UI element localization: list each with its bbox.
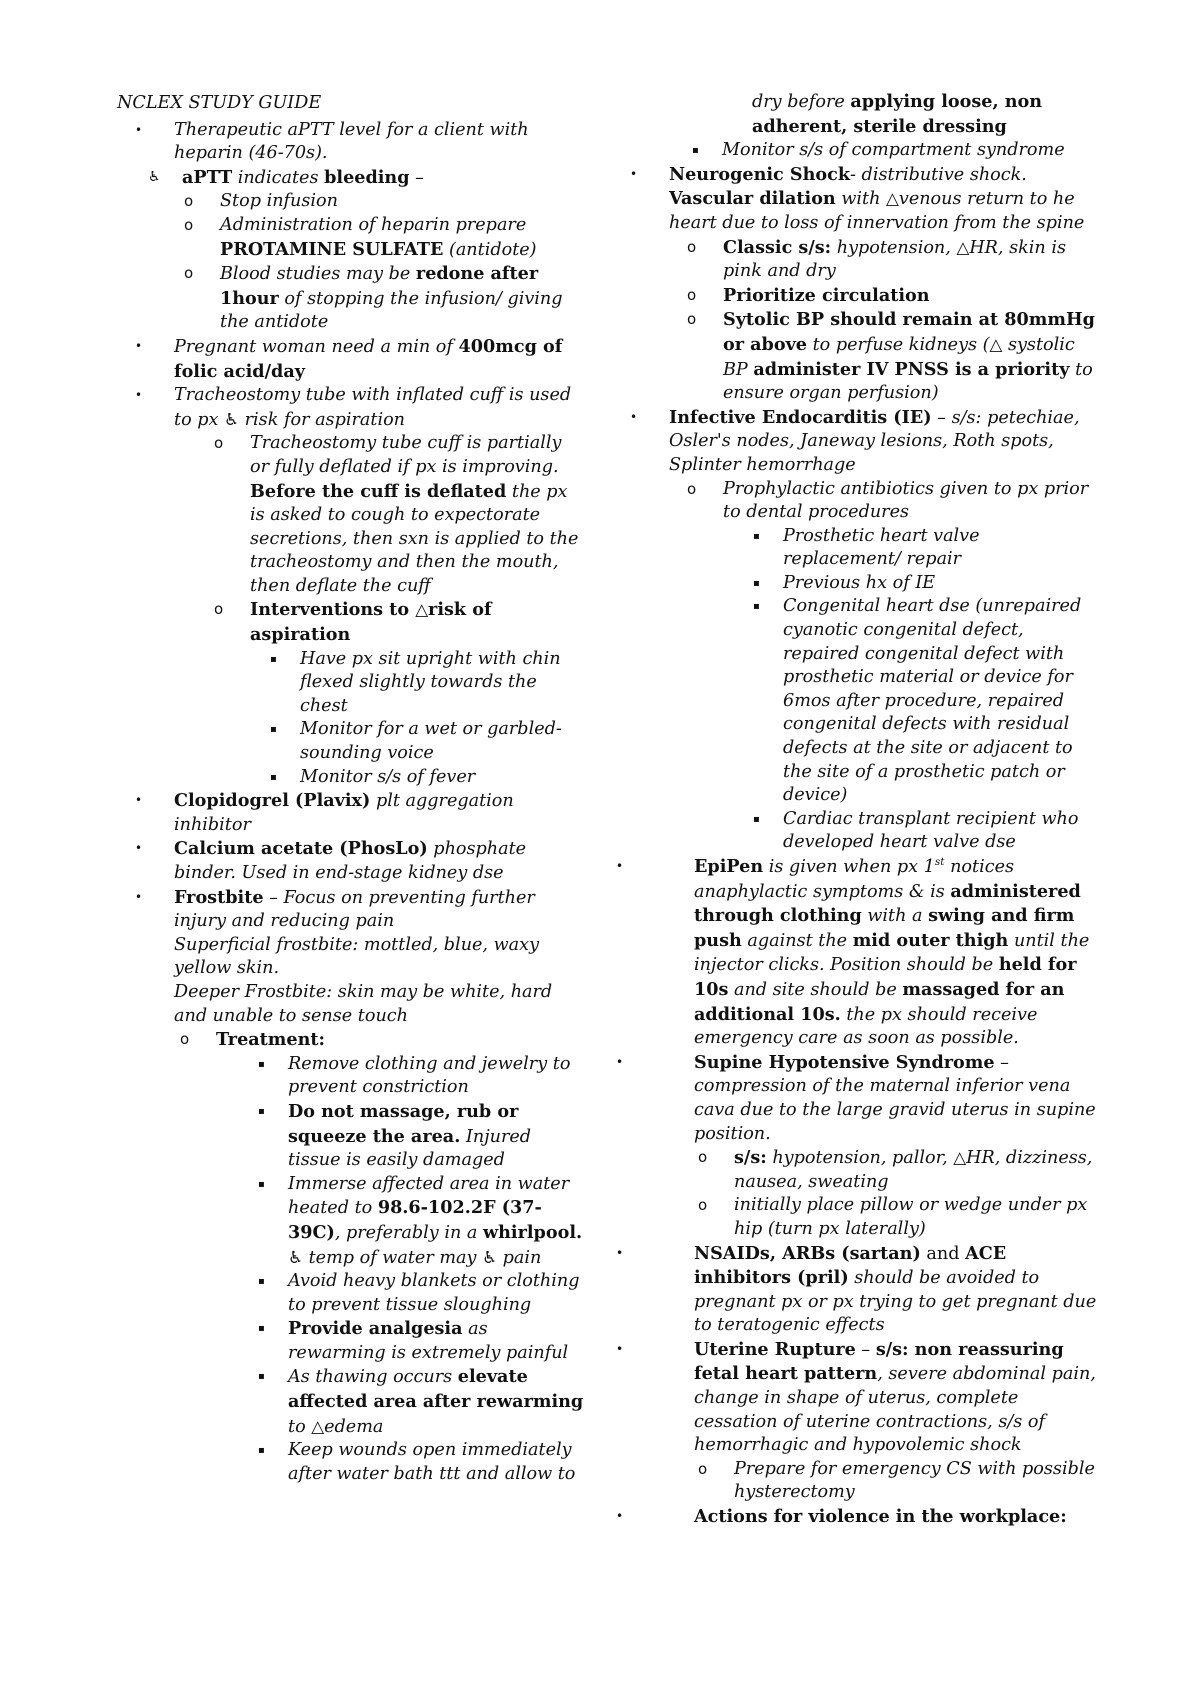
decrease-icon: ♿: [482, 1246, 498, 1267]
list-item: o Prepare for emergency CS with possible hysterectomy: [698, 1458, 1095, 1503]
list-item: o Administration of heparin prepare PROTAMINE SULFATE (antidote): [184, 214, 537, 260]
list-item: o Interventions to △risk of aspiration ▪ Have px sit upright with chin flexed slightly towards the chest ▪ Monitor for a wet or garbled-sounding voice ▪ Monitor s/s of fever: [220, 598, 585, 789]
list-item-infective-endocarditis: • Infective Endocarditis (IE) – s/s: petechiae, Osler's nodes, Janeway lesions, Roth spots, Splinter hemorrhage o Prophylactic antibiotics given to px prior to dental procedures ▪ Prosthetic heart valve replacement/ repair ▪ Previous hx of IE ▪ Congenital heart dse (unrepaired cyanotic congenital defect, repaired congenital defect with prosthetic material or device for 6mos after procedure, repaired congenital defects with residual defects at the site or adjacent to the site of a prosthetic patch or device) ▪ Cardiac transplant recipient who developed heart valve dse: [612, 406, 1098, 855]
aptt-indicates-bleeding: ♿ aPTT indicates bleeding – o Stop infusion o Administration of heparin prepare PROTAMINE SULFATE (antidote) o Blood studies may be redone after 1hour of stopping the infusion/ giving the antidote: [174, 166, 585, 335]
increase-icon: △: [415, 599, 429, 620]
list-item-neurogenic-shock: • Neurogenic Shock- distributive shock. Vascular dilation with △venous return to he heart due to loss of innervation from the spine o Classic s/s: hypotension, △HR, skin is pink and dry o Prioritize circulation o Sytolic BP should remain at 80mmHg or above to perfuse kidneys (△ systolic BP administer IV PNSS is a priority to ensure organ perfusion): [612, 163, 1098, 406]
list-item: ▪ Do not massage, rub or squeeze the area. Injured tissue is easily damaged: [258, 1100, 532, 1171]
list-item: ▪ As thawing occurs elevate affected area after rewarming to △edema: [258, 1366, 584, 1437]
left-list: [117, 119, 585, 1487]
list-item: ▪ Have px sit upright with chin flexed slightly towards the chest: [270, 648, 561, 716]
list-item: ▪ Cardiac transplant recipient who developed heart valve dse: [753, 808, 1079, 853]
page-title: NCLEX STUDY GUIDE: [117, 93, 322, 113]
left-column: [117, 92, 585, 1486]
list-item: o initially place pillow or wedge under px hip (turn px laterally): [698, 1195, 1088, 1239]
list-item: o Classic s/s: hypotension, △HR, skin is pink and dry: [687, 236, 1066, 282]
right-column: [612, 92, 1098, 1530]
list-item-workplace-violence: • Actions for violence in the workplace:: [616, 1506, 1067, 1528]
list-item: ▪ Immerse affected area in water heated to 98.6-102.2F (37-39C), preferably in a whirlpool. ♿ temp of water may ♿ pain: [258, 1173, 583, 1268]
list-item: o Prioritize circulation: [687, 284, 930, 306]
bullet-icon: •: [135, 122, 143, 137]
decrease-icon: ♿: [288, 1246, 303, 1267]
list-item-frostbite: • Frostbite – Focus on preventing further injury and reducing pain Superficial frostbite: mottled, blue, waxy yellow skin. Deeper Frostbite: skin may be white, hard and unable to sense touch o Treatment: ▪ Remove clothing and jewelry to prevent constriction ▪ Do not massage, rub or squeeze the area. Injured tissue is easily damaged ▪ Immerse affected area in water heated to 98.6-102.2F (37-39C), preferably in a whirlpool. ♿ temp of water may ♿ pain ▪ Avoid heavy blankets or clothing to prevent tissue sloughing ▪ Provide analgesia as rewarming is extremely painful ▪ As thawing occurs elevate affected area after rewarming to △edema ▪ Keep wounds open immediately after water bath ttt and allow to: [117, 886, 585, 1487]
increase-icon: △: [311, 1415, 325, 1436]
list-item: ▪ Monitor s/s of compartment syndrome: [692, 140, 1065, 161]
increase-icon: △: [886, 188, 899, 209]
list-item: o Blood studies may be redone after 1hour of stopping the infusion/ giving the antidote: [184, 263, 563, 333]
list-item: o Stop infusion: [184, 191, 338, 212]
list-item-nsaids: • NSAIDs, ARBs (sartan) and ACE inhibitors (pril) should be avoided to pregnant px or px trying to get pregnant due to teratogenic effects: [616, 1242, 1097, 1336]
decrease-arrow-icon: ♿: [148, 168, 161, 185]
list-item: ▪ Monitor s/s of fever: [270, 766, 476, 787]
list-item-calcium-acetate: • Calcium acetate (PhosLo) phosphate binder. Used in end-stage kidney dse: [135, 838, 527, 883]
list-item: ▪ Provide analgesia as rewarming is extremely painful: [258, 1318, 569, 1363]
list-item: o s/s: hypotension, pallor, △HR, dizziness, nausea, sweating: [698, 1147, 1093, 1192]
list-item-epipen: • EpiPen is given when px 1st notices anaphylactic symptoms & is administered through clothing with a swing and firm push against the mid outer thigh until the injector clicks. Position should be held for 10s and site should be massaged for an additional 10s. the px should receive emergency care as soon as possible.: [616, 856, 1090, 1049]
list-item-clopidogrel: • Clopidogrel (Plavix) plt aggregation inhibitor: [135, 790, 514, 835]
list-item: ▪ Avoid heavy blankets or clothing to prevent tissue sloughing: [258, 1271, 580, 1315]
list-item-tracheostomy: • Tracheostomy tube with inflated cuff is used to px ♿ risk for aspiration o Tracheostomy tube cuff is partially or fully deflated if px is improving. Before the cuff is deflated the px is asked to cough to expectorate secretions, then sxn is applied to the tracheostomy and then the mouth, then deflate the cuff o Interventions to △risk of aspiration ▪ Have px sit upright with chin flexed slightly towards the chest ▪ Monitor for a wet or garbled-sounding voice ▪ Monitor s/s of fever: [117, 384, 585, 789]
list-item: ▪ Previous hx of IE: [753, 572, 936, 593]
list-item: o Tracheostomy tube cuff is partially or fully deflated if px is improving. Before the cuff is deflated the px is asked to cough to expectorate secretions, then sxn is applied to the tracheostomy and then the mouth, then deflate the cuff: [214, 433, 579, 596]
list-item-supine-hypotensive: • Supine Hypotensive Syndrome – compression of the maternal inferior vena cava due to the large gravid uterus in supine position. o s/s: hypotension, pallor, △HR, dizziness, nausea, sweating o initially place pillow or wedge under px hip (turn px laterally): [612, 1051, 1098, 1242]
list-item: o Sytolic BP should remain at 80mmHg or above to perfuse kidneys (△ systolic BP administer IV PNSS is a priority to ensure organ perfusion): [687, 309, 1095, 404]
list-item: ▪ Congenital heart dse (unrepaired cyanotic congenital defect, repaired congenital defect with prosthetic material or device for 6mos after procedure, repaired congenital defects with residual defects at the site or adjacent to the site of a prosthetic patch or device): [753, 596, 1082, 806]
decrease-icon: ♿: [224, 408, 240, 429]
list-item-aptt: • Therapeutic aPTT level for a client with heparin (46-70s). ♿ aPTT indicates bleeding – o Stop infusion o Administration of heparin prepare PROTAMINE SULFATE (antidote) o Blood studies may be redone after 1hour of stopping the infusion/ giving the antidote: [117, 119, 585, 335]
increase-icon: △: [989, 333, 1003, 354]
continued-frostbite: dry before applying loose, non adherent, sterile dressing: [752, 91, 1043, 137]
list-item-uterine-rupture: • Uterine Rupture – s/s: non reassuring fetal heart pattern, severe abdominal pain, change in shape of uterus, complete cessation of uterine contractions, s/s of hemorrhagic and hypovolemic shock o Prepare for emergency CS with possible hysterectomy: [612, 1338, 1098, 1505]
list-item: o Prophylactic antibiotics given to px prior to dental procedures ▪ Prosthetic heart valve replacement/ repair ▪ Previous hx of IE ▪ Congenital heart dse (unrepaired cyanotic congenital defect, repaired congenital defect with prosthetic material or device for 6mos after procedure, repaired congenital defects with residual defects at the site or adjacent to the site of a prosthetic patch or device) ▪ Cardiac transplant recipient who developed heart valve dse: [693, 478, 1098, 856]
right-list: [612, 163, 1098, 1530]
list-item: ▪ Keep wounds open immediately after water bath ttt and allow to: [258, 1440, 576, 1484]
list-item-folic-acid: • Pregnant woman need a min of 400mcg of folic acid/day: [135, 335, 563, 382]
increase-icon: △: [953, 1147, 967, 1168]
list-item: ▪ Monitor for a wet or garbled-sounding voice: [270, 719, 562, 764]
increase-icon: △: [956, 236, 970, 257]
list-item-treatment: o Treatment: ▪ Remove clothing and jewelry to prevent constriction ▪ Do not massage, rub or squeeze the area. Injured tissue is easily damaged ▪ Immerse affected area in water heated to 98.6-102.2F (37-39C), preferably in a whirlpool. ♿ temp of water may ♿ pain ▪ Avoid heavy blankets or clothing to prevent tissue sloughing ▪ Provide analgesia as rewarming is extremely painful ▪ As thawing occurs elevate affected area after rewarming to △edema ▪ Keep wounds open immediately after water bath ttt and allow to: [186, 1028, 585, 1486]
list-item: ▪ Remove clothing and jewelry to prevent constriction: [258, 1053, 571, 1098]
list-item: ▪ Prosthetic heart valve replacement/ repair: [753, 525, 980, 570]
